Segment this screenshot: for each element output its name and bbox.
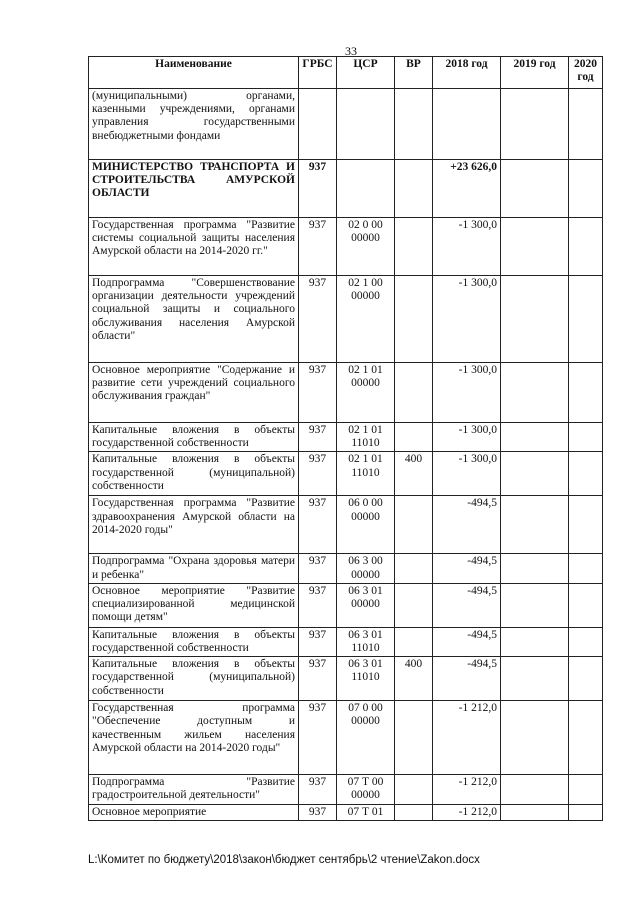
cell-vr bbox=[395, 160, 433, 218]
cell-2018: -494,5 bbox=[433, 627, 501, 656]
cell-2020 bbox=[569, 276, 603, 363]
cell-2019 bbox=[501, 276, 569, 363]
cell-2019 bbox=[501, 627, 569, 656]
header-grbs: ГРБС bbox=[299, 57, 337, 89]
cell-2019 bbox=[501, 701, 569, 775]
cell-grbs: 937 bbox=[299, 627, 337, 656]
cell-2020 bbox=[569, 583, 603, 627]
cell-vr bbox=[395, 554, 433, 583]
cell-2019 bbox=[501, 583, 569, 627]
header-2020: 2020 год bbox=[569, 57, 603, 89]
cell-grbs: 937 bbox=[299, 363, 337, 423]
cell-2019 bbox=[501, 218, 569, 276]
cell-grbs: 937 bbox=[299, 775, 337, 804]
cell-name: Государственная программа "Обеспечение доступным и качественным жильем населения Амурской области на 2014-2020 годы" bbox=[89, 701, 299, 775]
cell-2019 bbox=[501, 554, 569, 583]
cell-grbs: 937 bbox=[299, 423, 337, 452]
cell-2018: -1 300,0 bbox=[433, 218, 501, 276]
cell-grbs: 937 bbox=[299, 701, 337, 775]
cell-2019 bbox=[501, 363, 569, 423]
cell-grbs: 937 bbox=[299, 554, 337, 583]
cell-2018: -1 212,0 bbox=[433, 775, 501, 804]
cell-vr bbox=[395, 804, 433, 820]
table-row bbox=[89, 423, 603, 452]
cell-grbs: 937 bbox=[299, 218, 337, 276]
cell-name: Капитальные вложения в объекты государственной собственности bbox=[89, 627, 299, 656]
cell-vr: 400 bbox=[395, 657, 433, 701]
cell-2018: -1 300,0 bbox=[433, 363, 501, 423]
cell-csr: 06 3 01 11010 bbox=[337, 627, 395, 656]
cell-2018: -494,5 bbox=[433, 496, 501, 554]
table-body bbox=[89, 89, 603, 821]
file-path-footer: L:\Комитет по бюджету\2018\закон\бюджет сентябрь\2 чтение\Zakon.docx bbox=[88, 854, 480, 866]
cell-name: Государственная программа "Развитие системы социальной защиты населения Амурской области на 2014-2020 гг." bbox=[89, 218, 299, 276]
cell-name: Подпрограмма "Охрана здоровья матери и ребенка" bbox=[89, 554, 299, 583]
cell-csr: 02 1 00 00000 bbox=[337, 276, 395, 363]
cell-2018: -494,5 bbox=[433, 554, 501, 583]
cell-grbs bbox=[299, 89, 337, 160]
table-row bbox=[89, 89, 603, 160]
cell-name: Основное мероприятие "Развитие специализированной медицинской помощи детям" bbox=[89, 583, 299, 627]
table-row bbox=[89, 657, 603, 701]
table-header-row bbox=[89, 57, 603, 89]
cell-name: Основное мероприятие bbox=[89, 804, 299, 820]
header-name: Наименование bbox=[89, 57, 299, 89]
cell-2020 bbox=[569, 363, 603, 423]
cell-2020 bbox=[569, 160, 603, 218]
cell-vr bbox=[395, 276, 433, 363]
cell-csr: 07 Т 00 00000 bbox=[337, 775, 395, 804]
cell-name: (муниципальными) органами, казенными учреждениями, органами управления государственными внебюджетными фондами bbox=[89, 89, 299, 160]
cell-csr: 06 3 01 00000 bbox=[337, 583, 395, 627]
cell-vr bbox=[395, 583, 433, 627]
cell-2020 bbox=[569, 657, 603, 701]
cell-2020 bbox=[569, 775, 603, 804]
cell-csr: 02 1 01 00000 bbox=[337, 363, 395, 423]
cell-vr bbox=[395, 89, 433, 160]
table-row bbox=[89, 452, 603, 496]
cell-csr: 02 1 01 11010 bbox=[337, 423, 395, 452]
cell-csr bbox=[337, 160, 395, 218]
cell-2019 bbox=[501, 89, 569, 160]
cell-vr bbox=[395, 363, 433, 423]
cell-2018 bbox=[433, 89, 501, 160]
table-row bbox=[89, 554, 603, 583]
header-csr: ЦСР bbox=[337, 57, 395, 89]
cell-vr bbox=[395, 496, 433, 554]
cell-2019 bbox=[501, 804, 569, 820]
header-2019: 2019 год bbox=[501, 57, 569, 89]
header-2018: 2018 год bbox=[433, 57, 501, 89]
cell-2018: +23 626,0 bbox=[433, 160, 501, 218]
cell-csr: 07 0 00 00000 bbox=[337, 701, 395, 775]
cell-vr bbox=[395, 775, 433, 804]
cell-name: Подпрограмма "Совершенствование организации деятельности учреждений социальной защиты и социального обслуживания населения Амурской области" bbox=[89, 276, 299, 363]
table-row bbox=[89, 701, 603, 775]
cell-2019 bbox=[501, 496, 569, 554]
table-row bbox=[89, 775, 603, 804]
cell-name: Капитальные вложения в объекты государственной (муниципальной) собственности bbox=[89, 452, 299, 496]
table-row bbox=[89, 363, 603, 423]
cell-2018: -1 300,0 bbox=[433, 423, 501, 452]
cell-2020 bbox=[569, 452, 603, 496]
table-row bbox=[89, 804, 603, 820]
header-vr: ВР bbox=[395, 57, 433, 89]
cell-2018: -494,5 bbox=[433, 657, 501, 701]
cell-name: Капитальные вложения в объекты государственной собственности bbox=[89, 423, 299, 452]
cell-name: Капитальные вложения в объекты государственной (муниципальной) собственности bbox=[89, 657, 299, 701]
page-number: 33 bbox=[345, 44, 357, 58]
cell-2018: -1 212,0 bbox=[433, 701, 501, 775]
cell-name: МИНИСТЕРСТВО ТРАНСПОРТА И СТРОИТЕЛЬСТВА АМУРСКОЙ ОБЛАСТИ bbox=[89, 160, 299, 218]
cell-csr: 02 1 01 11010 bbox=[337, 452, 395, 496]
cell-2018: -1 212,0 bbox=[433, 804, 501, 820]
cell-grbs: 937 bbox=[299, 657, 337, 701]
cell-csr: 06 3 01 11010 bbox=[337, 657, 395, 701]
cell-2019 bbox=[501, 452, 569, 496]
cell-csr: 06 0 00 00000 bbox=[337, 496, 395, 554]
cell-csr: 02 0 00 00000 bbox=[337, 218, 395, 276]
cell-2020 bbox=[569, 496, 603, 554]
cell-2019 bbox=[501, 423, 569, 452]
table-row bbox=[89, 218, 603, 276]
cell-vr bbox=[395, 218, 433, 276]
cell-name: Государственная программа "Развитие здравоохранения Амурской области на 2014-2020 годы" bbox=[89, 496, 299, 554]
cell-vr bbox=[395, 627, 433, 656]
cell-2020 bbox=[569, 701, 603, 775]
cell-2018: -494,5 bbox=[433, 583, 501, 627]
cell-csr: 07 Т 01 bbox=[337, 804, 395, 820]
table-row bbox=[89, 160, 603, 218]
cell-grbs: 937 bbox=[299, 452, 337, 496]
cell-2019 bbox=[501, 657, 569, 701]
cell-vr: 400 bbox=[395, 452, 433, 496]
cell-2020 bbox=[569, 423, 603, 452]
cell-2020 bbox=[569, 627, 603, 656]
cell-2018: -1 300,0 bbox=[433, 276, 501, 363]
cell-2019 bbox=[501, 160, 569, 218]
cell-csr: 06 3 00 00000 bbox=[337, 554, 395, 583]
cell-grbs: 937 bbox=[299, 804, 337, 820]
table-row bbox=[89, 496, 603, 554]
cell-name: Основное мероприятие "Содержание и развитие сети учреждений социального обслуживания граждан" bbox=[89, 363, 299, 423]
cell-grbs: 937 bbox=[299, 583, 337, 627]
cell-2020 bbox=[569, 89, 603, 160]
table-row bbox=[89, 627, 603, 656]
table-row bbox=[89, 276, 603, 363]
cell-2020 bbox=[569, 554, 603, 583]
cell-2019 bbox=[501, 775, 569, 804]
cell-grbs: 937 bbox=[299, 160, 337, 218]
cell-csr bbox=[337, 89, 395, 160]
table-row bbox=[89, 583, 603, 627]
cell-name: Подпрограмма "Развитие градостроительной деятельности" bbox=[89, 775, 299, 804]
cell-2020 bbox=[569, 804, 603, 820]
cell-2018: -1 300,0 bbox=[433, 452, 501, 496]
budget-table bbox=[88, 56, 603, 821]
cell-grbs: 937 bbox=[299, 496, 337, 554]
cell-vr bbox=[395, 423, 433, 452]
cell-2020 bbox=[569, 218, 603, 276]
cell-grbs: 937 bbox=[299, 276, 337, 363]
cell-vr bbox=[395, 701, 433, 775]
